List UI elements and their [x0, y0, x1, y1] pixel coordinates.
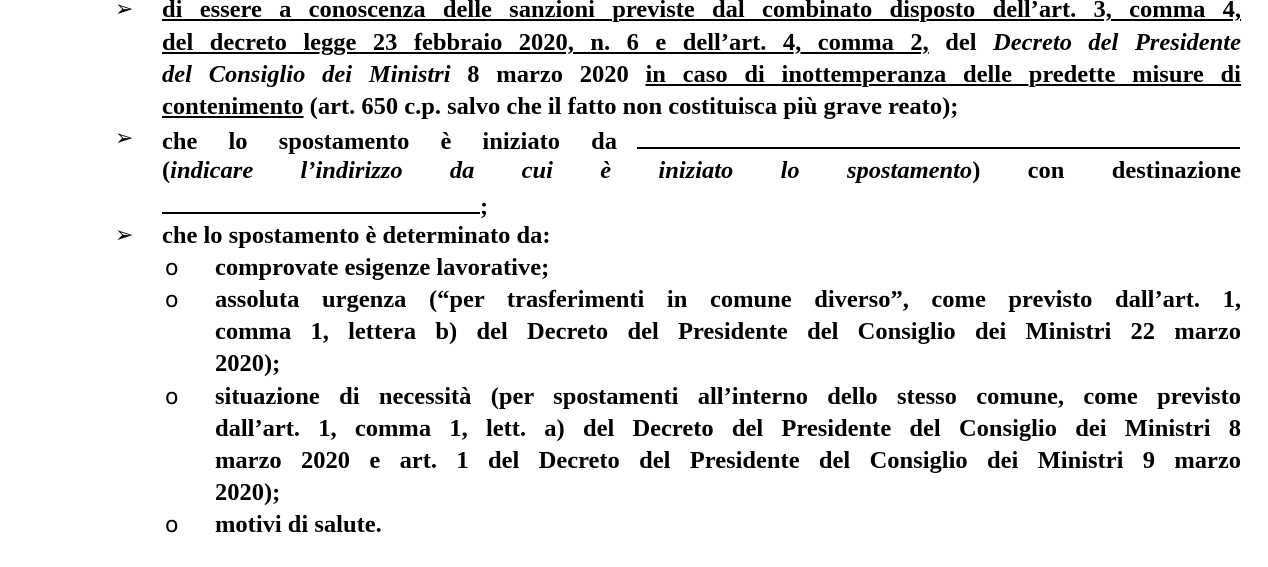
circle-bullet-icon: o	[165, 513, 179, 538]
circle-bullet-icon: o	[165, 256, 179, 281]
reason-work: comprovate esigenze lavorative;	[215, 254, 550, 281]
underlined-text: in caso di inottemperanza delle predette misure di	[645, 61, 1241, 88]
destination-blank[interactable]	[162, 188, 480, 214]
arrow-bullet-icon: ➢	[115, 126, 134, 151]
destination-label: con destinazione	[1027, 157, 1241, 184]
circle-bullet-icon: o	[165, 288, 179, 313]
plain-text: (art. 650 c.p. salvo che il fatto non costituisca più grave reato);	[303, 93, 959, 120]
trip-destination-line	[162, 155, 1241, 187]
reason-necessity-line-3: marzo 2020 e art. 1 del Decreto del Presidente del Consiglio dei Ministri 9 marzo	[215, 447, 1241, 474]
reason-health: motivi di salute.	[215, 511, 382, 538]
italic-text: Decreto del Presidente	[993, 29, 1241, 56]
reason-urgency-line-2: comma 1, lettera b) del Decreto del Presidente del Consiglio dei Ministri 22 marzo	[215, 318, 1241, 345]
reason-heading: che lo spostamento è determinato da:	[162, 222, 551, 249]
trip-start-address-blank[interactable]	[637, 123, 1240, 149]
semicolon: ;	[480, 193, 489, 220]
declaration-sanctions-line-3	[162, 59, 1241, 91]
declaration-sanctions-line-1	[162, 0, 1241, 26]
reason-urgency-line-3: 2020);	[215, 350, 281, 377]
italic-text: del Consiglio dei Ministri	[162, 61, 451, 88]
reason-urgency-line-1: assoluta urgenza (“per trasferimenti in comune diverso”, come previsto dall’art. 1,	[215, 286, 1241, 313]
reason-necessity-line-4: 2020);	[215, 479, 281, 506]
trip-destination-blank-line	[162, 188, 1241, 220]
trip-start-line	[162, 123, 1241, 155]
paren-close: )	[972, 157, 981, 184]
underlined-text: di essere a conoscenza delle sanzioni previste dal combinato disposto dell’art. 3, comma 4,	[162, 0, 1241, 23]
trip-start-label: che lo spostamento è iniziato da	[162, 128, 617, 155]
arrow-bullet-icon: ➢	[115, 0, 134, 22]
underlined-text: del decreto legge 23 febbraio 2020, n. 6 e dell’art. 4, comma 2,	[162, 29, 929, 56]
reason-necessity-line-2: dall’art. 1, comma 1, lett. a) del Decreto del Presidente del Consiglio dei Ministri 8	[215, 415, 1241, 442]
plain-text: del	[928, 29, 994, 56]
reason-necessity-line-1: situazione di necessità (per spostamenti all’interno dello stesso comune, come previsto	[215, 383, 1241, 410]
plain-text: 8 marzo 2020	[450, 61, 646, 88]
paren-open: (	[162, 157, 171, 184]
address-instruction: indicare l’indirizzo da cui è iniziato lo spostamento	[170, 157, 973, 184]
declaration-sanctions-line-2	[162, 27, 1241, 59]
underlined-text: contenimento	[162, 93, 304, 120]
circle-bullet-icon: o	[165, 385, 179, 410]
arrow-bullet-icon: ➢	[115, 223, 134, 248]
declaration-sanctions-line-4	[162, 91, 1241, 123]
